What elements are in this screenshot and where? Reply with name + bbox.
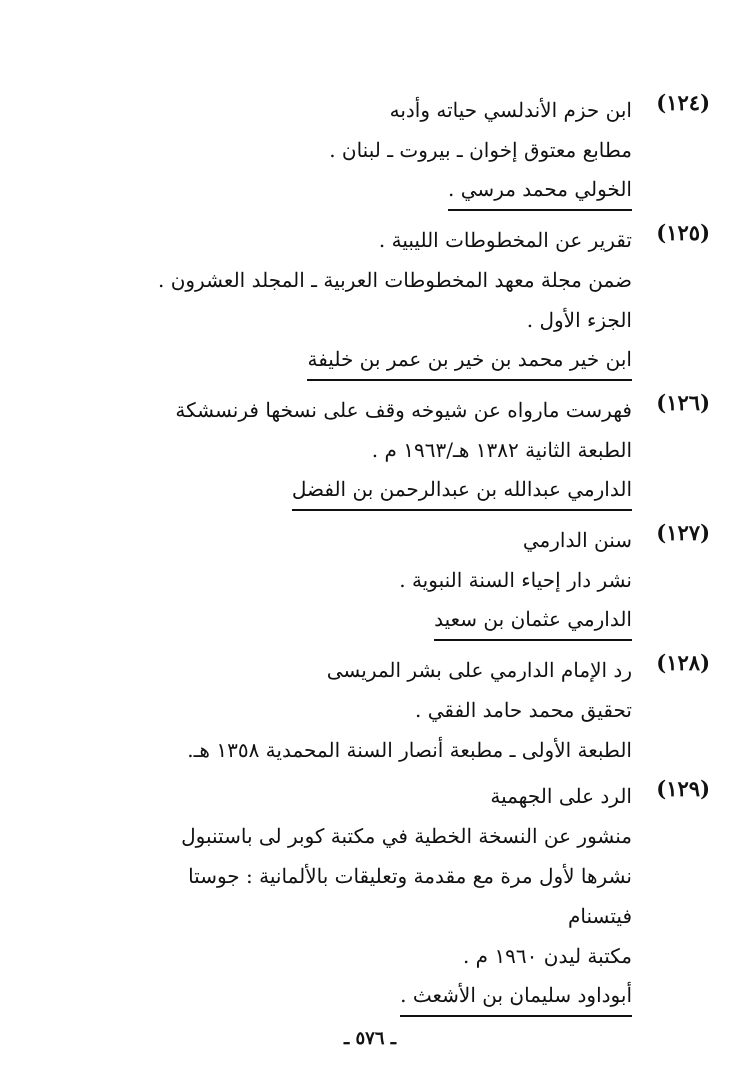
entry-author: الدارمي عثمان بن سعيد [434,600,632,641]
entry-number: (١٢٤) [656,90,710,115]
entry-part: الجزء الأول . [526,308,632,332]
entry-author: ابن خير محمد بن خير بن عمر بن خليفة [307,340,632,381]
entry-128 [42,650,710,770]
page-number: ـ ٥٧٦ ـ [343,1028,397,1049]
entry-edition: الطبعة الثانية ١٣٨٢ هـ/١٩٦٣ م . [371,438,632,462]
entry-author: الدارمي عبدالله بن عبدالرحمن بن الفضل [292,470,632,511]
entry-publisher: مكتبة ليدن ١٩٦٠ م . [462,944,632,968]
entry-note-continued: فيتسنام [568,904,632,928]
entry-title: الرد على الجهمية [490,784,632,808]
entry-title: رد الإمام الدارمي على بشر المريسى [326,658,632,682]
entry-124 [42,90,710,216]
entry-note: نشرها لأول مرة مع مقدمة وتعليقات بالألمانية : جوستا [188,864,632,888]
entry-publisher: مطابع معتوق إخوان ـ بيروت ـ لبنان . [329,138,632,162]
entry-127 [42,520,710,646]
entry-129 [42,776,710,1022]
entry-edition: الطبعة الأولى ـ مطبعة أنصار السنة المحمدية ١٣٥٨ هـ. [187,738,632,762]
entry-126 [42,390,710,516]
entry-publisher: نشر دار إحياء السنة النبوية . [399,568,632,592]
entry-title: تقرير عن المخطوطات الليبية . [378,228,632,252]
entry-author: الخولي محمد مرسي . [448,170,632,211]
entry-number: (١٢٦) [656,390,710,415]
entry-editor: تحقيق محمد حامد الفقي . [414,698,632,722]
entry-number: (١٢٥) [656,220,710,245]
entry-number: (١٢٧) [656,520,710,545]
bibliography-page [42,90,710,1026]
entry-125 [42,220,710,386]
entry-title: سنن الدارمي [522,528,632,552]
entry-title: فهرست مارواه عن شيوخه وقف على نسخها فرنسشكة [175,398,632,422]
entry-source: منشور عن النسخة الخطية في مكتبة كوبر لى باستنبول [181,824,632,848]
entry-number: (١٢٩) [656,776,710,801]
entry-number: (١٢٨) [656,650,710,675]
entry-source: ضمن مجلة معهد المخطوطات العربية ـ المجلد العشرون . [157,268,632,292]
entry-title: ابن حزم الأندلسي حياته وأدبه [389,98,632,122]
entry-author: أبوداود سليمان بن الأشعث . [400,976,632,1017]
